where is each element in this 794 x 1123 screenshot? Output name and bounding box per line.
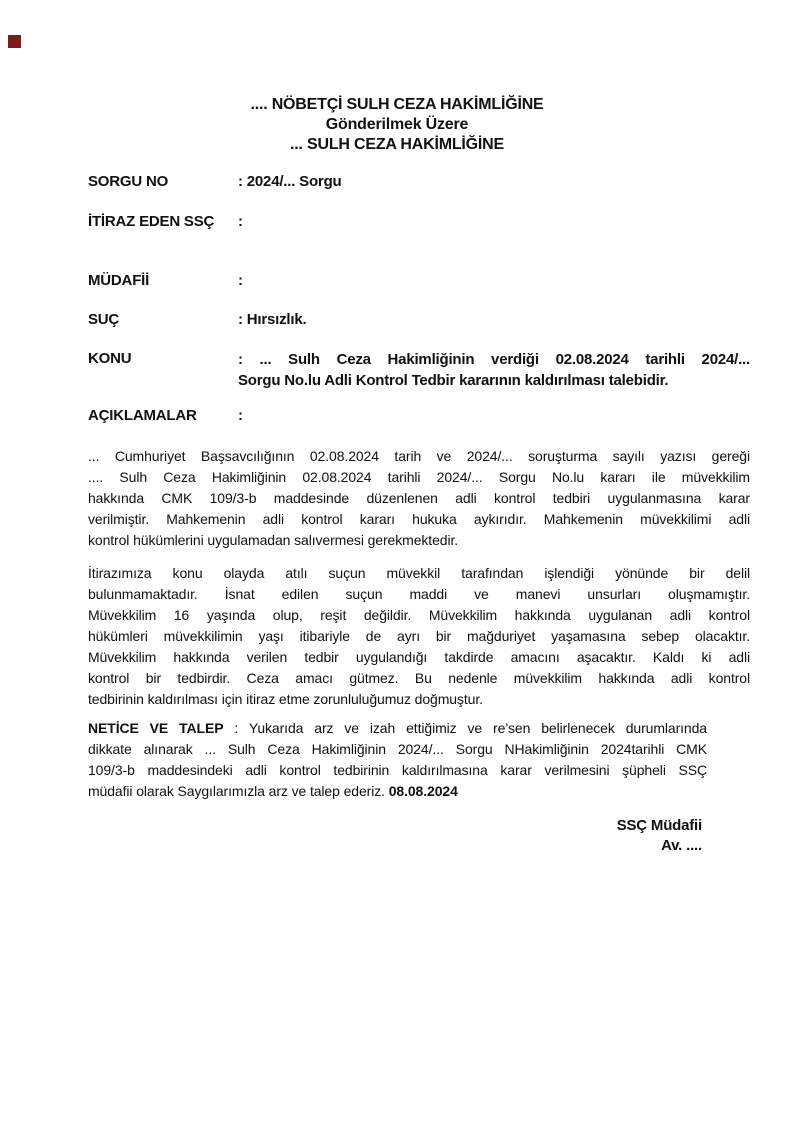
body-paragraph-facts xyxy=(88,446,750,551)
body-paragraph-conclusion xyxy=(88,718,707,802)
paragraph-line: ... Cumhuriyet Başsavcılığının 02.08.2024 tarih ve 2024/... soruşturma sayılı yazısı gereği xyxy=(88,448,750,464)
field-value-line: : ... Sulh Ceza Hakimliğinin verdiği 02.08.2024 tarihli 2024/... xyxy=(238,351,750,368)
netice-ve-talep-label: NETİCE VE TALEP xyxy=(88,720,224,736)
signature-block xyxy=(617,816,702,856)
field-label: MÜDAFİİ xyxy=(88,272,150,289)
conclusion-text: : Yukarıda arz ve izah ettiğimiz ve re’sen belirlenecek durumlarında xyxy=(223,720,707,736)
field-row-itiraz-eden xyxy=(88,212,750,232)
paragraph-line: dikkate alınarak ... Sulh Ceza Hakimliğinin 2024/... Sorgu NHakimliğinin 2024tarihli CMK xyxy=(88,741,707,757)
header-line-court-duty: .... NÖBETÇİ SULH CEZA HAKİMLİĞİNE xyxy=(250,96,544,113)
paragraph-line: kontrol bir tedbirdir. Ceza amacı gütmez. Bu nedenle müvekkilim hakkında adli kontrol xyxy=(88,670,750,686)
field-row-sorgu-no xyxy=(88,172,750,192)
field-value: : xyxy=(238,213,243,230)
field-label: KONU xyxy=(88,350,132,367)
paragraph-line: hükümleri müvekkilimin yaşı itibariyle de ayrı bir mağduriyet yaşamasına sebep olacaktır. xyxy=(88,628,750,644)
signature-title: SSÇ Müdafii xyxy=(616,817,702,834)
field-row-mudafii xyxy=(88,271,750,291)
field-row-suc xyxy=(88,310,750,330)
field-value: : Hırsızlık. xyxy=(238,311,307,328)
paragraph-line: Müvekkilim hakkında verilen tedbir uygulandığı takdirde amacını aşacaktır. Kaldı ki adli xyxy=(88,649,750,665)
body-paragraph-objection xyxy=(88,563,750,710)
paragraph-line xyxy=(88,718,707,739)
field-value: : xyxy=(238,272,243,289)
paragraph-line: 109/3-b maddesindeki adli kontrol tedbirinin kaldırılmasına karar verilmesini şüpheli SSÇ xyxy=(88,762,707,778)
court-header xyxy=(0,95,794,155)
paragraph-line: verilmiştir. Mahkemenin adli kontrol kararı hukuka aykırıdır. Mahkemenin müvekkilimi adli xyxy=(88,511,750,527)
field-label: SORGU NO xyxy=(88,173,169,190)
header-line-court: ... SULH CEZA HAKİMLİĞİNE xyxy=(290,136,504,153)
paragraph-line: kontrol hükümlerini uygulamadan salıvermesi gerekmektedir. xyxy=(88,532,459,548)
field-label: İTİRAZ EDEN SSÇ xyxy=(88,213,215,230)
field-value xyxy=(238,349,750,391)
field-value: : xyxy=(238,407,243,424)
field-row-konu xyxy=(88,349,750,391)
signature-attorney: Av. .... xyxy=(661,837,702,854)
paragraph-line xyxy=(88,781,707,802)
field-row-aciklamalar xyxy=(88,406,750,426)
red-square-marker xyxy=(8,35,21,48)
field-value-line: Sorgu No.lu Adli Kontrol Tedbir kararının kaldırılması talebidir. xyxy=(238,372,669,389)
header-line-forwarding: Gönderilmek Üzere xyxy=(325,116,469,133)
field-label: SUÇ xyxy=(88,311,120,328)
paragraph-line: Müvekkilim 16 yaşında olup, reşit değildir. Müvekkilim hakkında uygulanan adli kontrol xyxy=(88,607,750,623)
field-value: : 2024/... Sorgu xyxy=(238,173,342,190)
field-label: AÇIKLAMALAR xyxy=(88,407,197,424)
petition-date: 08.08.2024 xyxy=(388,783,458,799)
paragraph-line: hakkında CMK 109/3-b maddesinde düzenlenen adli kontrol tedbiri uygulanmasına karar xyxy=(88,490,750,506)
paragraph-line: İtirazımıza konu olayda atılı suçun müvekkil tarafından işlendiği yönünde bir delil xyxy=(88,565,750,581)
paragraph-line: .... Sulh Ceza Hakimliğinin 02.08.2024 tarihli 2024/... Sorgu No.lu kararı ile müvekkilim xyxy=(88,469,750,485)
paragraph-line: bulunmamaktadır. İsnat edilen suçun maddi ve manevi unsurları oluşmamıştır. xyxy=(88,586,750,602)
conclusion-text: müdafii olarak Saygılarımızla arz ve talep ederiz. xyxy=(88,783,389,799)
paragraph-line: tedbirinin kaldırılması için itiraz etme zorunluluğumuz doğmuştur. xyxy=(88,691,483,707)
